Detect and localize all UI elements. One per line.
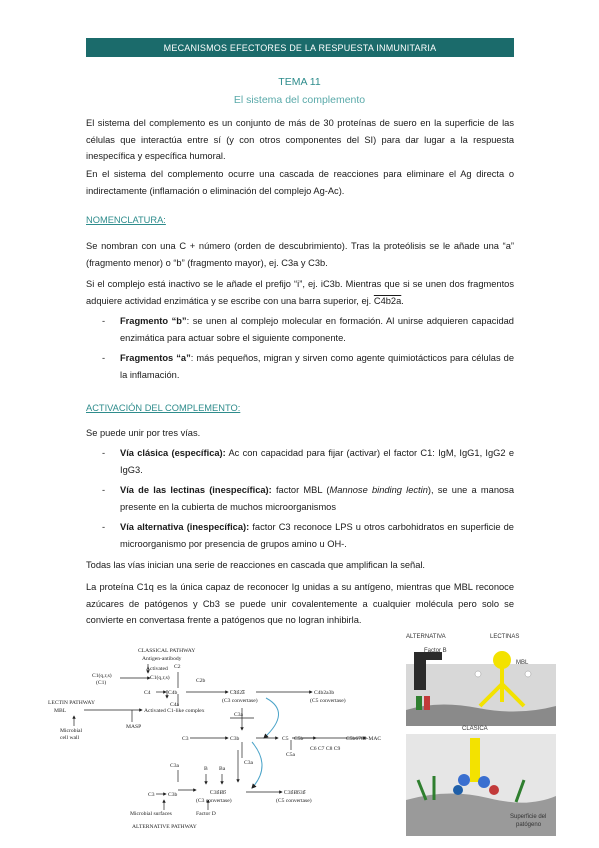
diagram-label: (C1) [96, 680, 107, 686]
diagram-label: C3bBb3b [284, 790, 306, 796]
activation-heading: ACTIVACIÓN DEL COMPLEMENTO: [86, 403, 241, 413]
diagram-label: (C5 convertase) [310, 698, 346, 704]
bullet-text: factor C3 reconoce LPS u otros carbohidratos en superficie de microorganismo por presencia de grupos amino u OH-. [120, 522, 514, 549]
diagram-label: C1(q,r,s) [150, 675, 170, 681]
illustration-label: ALTERNATIVA [406, 634, 446, 640]
illustration-label: patógeno [516, 822, 542, 828]
diagram-label: Activated C1-like complex [144, 708, 205, 714]
diagram-label: CLASSICAL PATHWAY [138, 648, 196, 654]
bullet-dash: - [102, 448, 106, 458]
bullet-term: Vía alternativa (inespecífica): [120, 522, 250, 532]
nomenclature-p2-end: . [401, 295, 404, 306]
bullet-text: : se unen al complejo molecular en formación. Al unirse adquieren capacidad enzimática para actuar sobre el siguiente componente. [120, 316, 514, 343]
bullet-dash: - [102, 522, 106, 532]
diagram-label: C5a [286, 752, 296, 758]
diagram-label: Microbial surfaces [130, 811, 172, 817]
diagram-label: (C3 convertase) [196, 798, 232, 804]
bullet-text: factor MBL ( [271, 485, 330, 495]
diagram-label: C3bBb [210, 790, 226, 796]
intro-paragraph-2: En el sistema del complemento ocurre una cascada de reacciones para eliminare el Ag directa o indirectamente (inflamación o eliminación del complejo Ag-Ac). [86, 169, 514, 196]
activation-intro: Se puede unir por tres vías. [86, 428, 201, 438]
diagram-label: cell wall [60, 735, 80, 741]
bullet-term: Fragmento “b” [120, 316, 187, 326]
diagram-label: MASP [126, 724, 142, 730]
illustration-label: Superficie del [510, 814, 547, 820]
list-item [102, 482, 514, 515]
list-item [102, 445, 514, 478]
bullet-text-end: ), se une a manosa presente en la cubierta de muchos microorganismos [120, 485, 514, 512]
diagram-label: C3a [170, 763, 180, 769]
list-item [102, 313, 514, 346]
diagram-label: C3a [234, 712, 244, 718]
topic-number: TEMA 11 [278, 76, 321, 88]
diagram-label: C3 [182, 736, 189, 742]
nomenclature-heading: NOMENCLATURA: [86, 215, 166, 225]
c1q-paragraph: La proteína C1q es la única capaz de reconocer Ig unidas a su antígeno, mientras que MBL reconoce azúcares de patógenos y Cb3 se puede unir covalentemente a cualquier molécula pero solo se convierte en convertasa frente a patógenos que no logran inhibirla. [86, 582, 514, 625]
diagram-label: (C3 convertase) [222, 698, 258, 704]
all-pathways-paragraph: Todas las vías inician una serie de reacciones en cascada que amplifican la señal. [86, 560, 426, 570]
diagram-label: ALTERNATIVE PATHWAY [132, 824, 197, 830]
illustration-label: MBL [516, 660, 529, 666]
overlined-complex: C4b2a [373, 295, 402, 306]
diagram-label: Activated [146, 666, 168, 672]
complement-pathways-illustration [398, 630, 563, 840]
diagram-label: C3b [168, 792, 178, 798]
diagram-label: B [204, 766, 208, 772]
topic-subtitle: El sistema del complemento [233, 94, 366, 106]
diagram-arrows [74, 664, 366, 810]
diagram-label: Factor D [196, 811, 216, 817]
bullet-text: Ac con capacidad para fijar (activar) el factor C1: IgM, IgG1, IgG2 e IgG3. [120, 448, 514, 475]
diagram-label: C1(q,r,s) [92, 673, 112, 679]
bullet-text: : más pequeños, migran y sirven como agente quimiotácticos para células de la inflamación. [120, 353, 515, 380]
list-item [102, 350, 514, 383]
bullet-dash: - [102, 353, 106, 363]
diagram-label: C6 C7 C8 C9 [310, 746, 341, 752]
diagram-label: C5b [294, 736, 304, 742]
diagram-label: C2 [174, 664, 181, 670]
diagram-label: C4a [170, 702, 180, 708]
diagram-label: C5 [282, 736, 289, 742]
diagram-label: C3b [230, 736, 240, 742]
list-item [102, 519, 514, 552]
bullet-italic: Mannose binding lectin [329, 485, 428, 495]
nomenclature-paragraph-2 [86, 276, 514, 309]
bullet-term: Fragmentos “a” [120, 353, 191, 363]
illustration-label: Factor B [424, 648, 447, 654]
diagram-label: C4b [168, 690, 178, 696]
diagram-label: C3a [244, 760, 254, 766]
diagram-label: Antigen-antibody [142, 656, 182, 662]
illustration-label: CLASICA [462, 726, 488, 732]
illustration-label: LECTINAS [490, 634, 520, 640]
intro-paragraph-1: El sistema del complemento es un conjunto de más de 30 proteínas de suero en la superficie de las células que interactúa entre sí (y con otros componentes del SI) para dar lugar a la respuesta inespecífica y específica humoral. [86, 118, 514, 161]
diagram-label: MBL [54, 708, 67, 714]
complement-cascade-diagram [46, 642, 391, 832]
diagram-label: Microbial [60, 728, 83, 734]
bullet-term: Vía de las lectinas (inespecífica): [120, 485, 272, 495]
diagram-label: LECTIN PATHWAY [48, 700, 95, 706]
diagram-label: C4b2a3b [314, 690, 335, 696]
bullet-dash: - [102, 485, 106, 495]
diagram-label: C3 [148, 792, 155, 798]
nomenclature-paragraph-1: Se nombran con una C + número (orden de descubrimiento). Tras la proteólisis se le añade una “a” (fragmento menor) o “b” (fragmento mayor), ej. C3a y C3b. [86, 241, 514, 268]
diagram-label: (C5 convertase) [276, 798, 312, 804]
bullet-dash: - [102, 316, 106, 326]
header-title: MECANISMOS EFECTORES DE LA RESPUESTA INMUNITARIA [163, 42, 437, 53]
diagram-label: C4b2a [230, 690, 245, 696]
bullet-term: Vía clásica (específica): [120, 448, 226, 458]
document-header-bar [86, 38, 514, 57]
diagram-label: Ba [219, 766, 226, 772]
nomenclature-p2-text: Si el complejo está inactivo se le añade el prefijo “i”, ej. iC3b. Mientras que si se unen dos fragmentos adquiere actividad enzimática y se escribe con una barra superior, ej. [86, 279, 514, 306]
diagram-label: C4 [144, 690, 151, 696]
diagram-label: C2b [196, 678, 206, 684]
diagram-label: C5b6789-MAC [346, 736, 382, 742]
